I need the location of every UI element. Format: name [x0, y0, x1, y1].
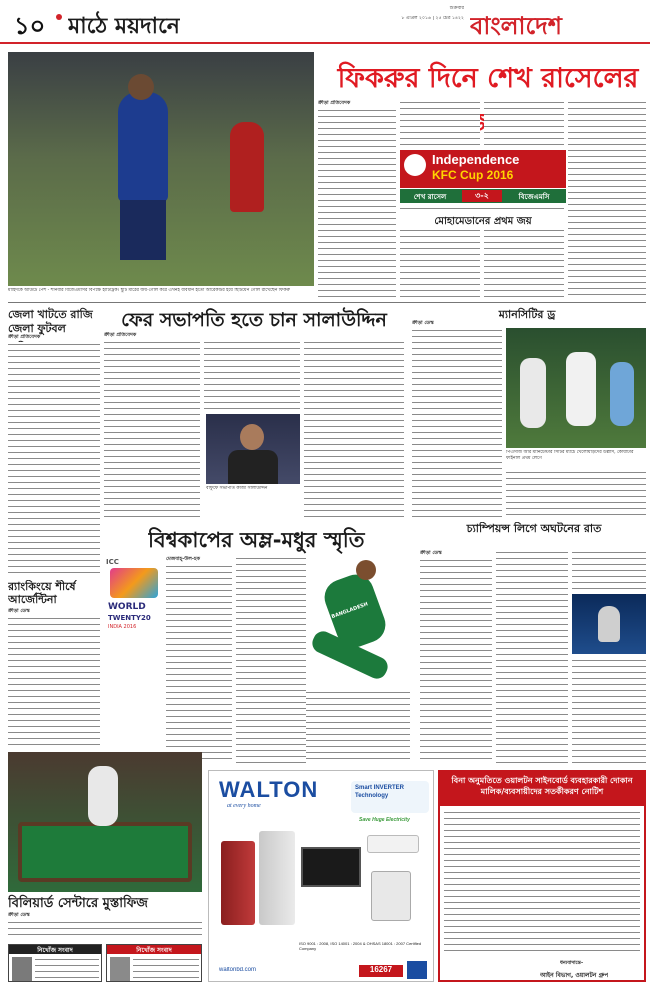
logo-twenty20: TWENTY20	[108, 614, 151, 622]
classified-left-text	[35, 957, 99, 981]
player-white-2	[566, 352, 596, 426]
champions-trophy-photo	[572, 594, 646, 654]
salauddin-text-1	[104, 340, 200, 520]
manchester-photo	[506, 328, 646, 448]
mohammedan-text-1	[400, 228, 480, 298]
notice-signature: ধন্যবাদান্তে-	[560, 960, 584, 966]
jelo-headline: জেলা খাটতে রাজি	[8, 308, 93, 321]
cup-title: Independence	[432, 152, 520, 167]
champions-byline: ক্রীড়া ডেস্ক	[420, 550, 442, 556]
salauddin-byline: ক্রীড়া প্রতিবেদক	[104, 332, 137, 338]
salauddin-photo-caption: বাফুফে সভাপতি কাজী সালাউদ্দিন	[206, 486, 268, 491]
worldcup-text-1	[166, 564, 232, 764]
section-title: মাঠে ময়দানে	[68, 14, 180, 39]
cup-name: KFC Cup 2016	[432, 168, 514, 182]
worldcup-text-3	[306, 690, 410, 764]
ranking-byline: ক্রীড়া ডেস্ক	[8, 608, 30, 614]
portrait-head	[240, 424, 264, 450]
inverter-text: Smart INVERTER Technology	[355, 785, 405, 799]
classified-right-photo	[110, 957, 130, 981]
score-bar	[400, 189, 566, 203]
champions-headline: চ্যাম্পিয়ন্স লিগে অঘটনের রাত	[466, 522, 602, 535]
manchester-text-2	[506, 470, 646, 518]
walton-logo: WALTON	[219, 777, 319, 802]
champions-text-2	[496, 550, 568, 764]
worldcup-logo	[104, 556, 164, 646]
jelo-subheadline: জেলা ফুটবল	[8, 322, 66, 335]
logo-icc: ICC	[106, 558, 119, 566]
salauddin-text-2	[204, 340, 300, 410]
billiard-table	[18, 822, 192, 882]
classified-right-title: নিখোঁজ সংবাদ	[107, 945, 201, 954]
player-red-figure	[230, 122, 264, 212]
lead-photo-caption: মাহিদকে আউটে পেশ - শনিবার বিজেএমসির বিপক্ষে হ্যাটট্রিক। ছুটি মাঠের জয়-গোল করে এখনই ব্যবধান হতো আরেকটির হয়ে ছিটিয়েন গোল রাখেছেন ফিকরু	[8, 288, 290, 293]
classified-left-photo	[12, 957, 32, 981]
manchester-text	[412, 328, 502, 518]
ranking-headline: র‌্যাংকিংয়ে শীর্ষে আর্জেন্টিনা	[8, 580, 76, 606]
fridge-icon-2	[259, 831, 295, 925]
player-head	[128, 74, 154, 100]
ac-icon	[367, 835, 419, 853]
iso-text: ISO 9001 : 2008, ISO 14001 : 2004 & OHSAS 18001 : 2007 Certified Company	[299, 941, 422, 951]
jelo-text	[8, 342, 100, 578]
manchester-photo-caption: পিএসজি আর ম্যানচেস্টার সিটির ম্যাচে খেলোয়াড়দের উল্লাস, কোয়ার্টার ফাইনাল প্রথম লেগে	[506, 450, 634, 461]
champions-text-1	[420, 558, 492, 764]
billiards-byline: ক্রীড়া ডেস্ক	[8, 912, 30, 918]
logo-india: INDIA 2016	[108, 624, 137, 630]
logo-number-icon	[110, 568, 158, 598]
lead-text-col-4	[568, 100, 646, 200]
jelo-byline: ক্রীড়া প্রতিবেদক	[8, 334, 41, 340]
masthead-brand: বাংলাদেশ	[470, 12, 562, 40]
worldcup-text-2	[236, 556, 306, 764]
classified-left	[8, 944, 102, 982]
manchester-headline: ম্যানসিটির ড্র	[498, 308, 556, 321]
row-divider	[8, 302, 646, 303]
worldcup-headline: বিশ্বকাপের অম্ল-মধুর স্মৃতি	[148, 528, 365, 552]
walton-ad[interactable]	[208, 770, 434, 982]
lead-text-col-5	[400, 206, 564, 214]
portrait-body	[228, 450, 278, 484]
save-electricity: Save Huge Electricity	[359, 817, 410, 823]
notice-box	[438, 770, 646, 982]
product-fridges	[221, 831, 421, 927]
header-separator	[56, 14, 62, 20]
score-team-a: শেখ রাসেল	[413, 193, 447, 201]
worldcup-byline: মেজবাহ্-উল-হক	[166, 556, 201, 562]
washer-icon	[371, 871, 411, 921]
billiards-headline: বিলিয়ার্ড সেন্টারে মুস্তাফিজ	[8, 896, 148, 911]
kfc-logo-icon	[404, 154, 426, 176]
lead-text-col-1	[318, 108, 396, 298]
ranking-text	[8, 616, 100, 746]
notice-title: বিনা অনুমতিতে ওয়ালটন সাইনবোর্ড ব্যবহারকারী দোকান মালিক/ব্যবসায়ীদের সতর্কীকরণ নোটিশ	[440, 772, 644, 806]
lead-text-col-2	[400, 100, 480, 148]
champions-text-3	[572, 550, 646, 590]
lead-headline: ফিকরুর দিনে শেখ রাসেলের	[337, 63, 639, 94]
website[interactable]: waltonbd.com	[219, 967, 257, 973]
billiards-text	[8, 920, 202, 940]
lead-text-col-6	[568, 202, 646, 298]
manchester-byline: ক্রীড়া ডেস্ক	[412, 320, 434, 326]
classified-left-title: নিখোঁজ সংবাদ	[9, 945, 101, 954]
walton-w-logo-icon	[407, 961, 427, 979]
salauddin-photo	[206, 414, 300, 484]
mohammedan-text-2	[484, 228, 564, 298]
lead-byline: ক্রীড়া প্রতিবেদক	[318, 100, 351, 106]
fridge-icon-1	[221, 841, 255, 925]
hotline-number[interactable]: 16267	[359, 965, 403, 977]
cup-banner	[400, 150, 566, 188]
cricketer-head	[356, 560, 376, 580]
salauddin-text-3	[304, 340, 404, 520]
page-header	[0, 0, 650, 44]
tv-icon	[301, 847, 361, 887]
champions-text-4	[572, 658, 646, 764]
notice-signatory: আইন বিভাগ, ওয়ালটন গ্রুপ	[540, 972, 609, 979]
player-figure	[88, 766, 118, 826]
trophy-icon	[598, 606, 620, 642]
header-date: ৮ এপ্রিল ২০১৬ | ২৫ চৈত্র ১৪২২	[401, 16, 464, 21]
mohammedan-headline: মোহামেডানের প্রথম জয়	[434, 216, 532, 227]
player-blue-figure	[118, 92, 168, 202]
inverter-badge	[351, 781, 429, 813]
page-number: ১০	[14, 12, 46, 40]
lead-photo	[8, 52, 314, 286]
score-team-b: বিজেএমসি	[518, 193, 550, 201]
player-legs	[120, 200, 166, 260]
lead-text-col-3	[484, 100, 564, 148]
logo-world: WORLD	[108, 602, 146, 612]
walton-tagline: at every home	[227, 803, 261, 809]
salauddin-headline: ফের সভাপতি হতে চান সালাউদ্দিন	[121, 309, 387, 331]
notice-body	[444, 810, 640, 956]
classified-right	[106, 944, 202, 982]
player-white-1	[520, 358, 546, 428]
billiards-photo	[8, 752, 202, 892]
classified-right-text	[133, 957, 199, 981]
cricketer-jersey-text: BANGLADESH	[330, 601, 369, 621]
player-blue-1	[610, 362, 634, 426]
header-day: শুক্রবার	[449, 6, 464, 11]
score-value: ৩-২	[462, 190, 502, 202]
